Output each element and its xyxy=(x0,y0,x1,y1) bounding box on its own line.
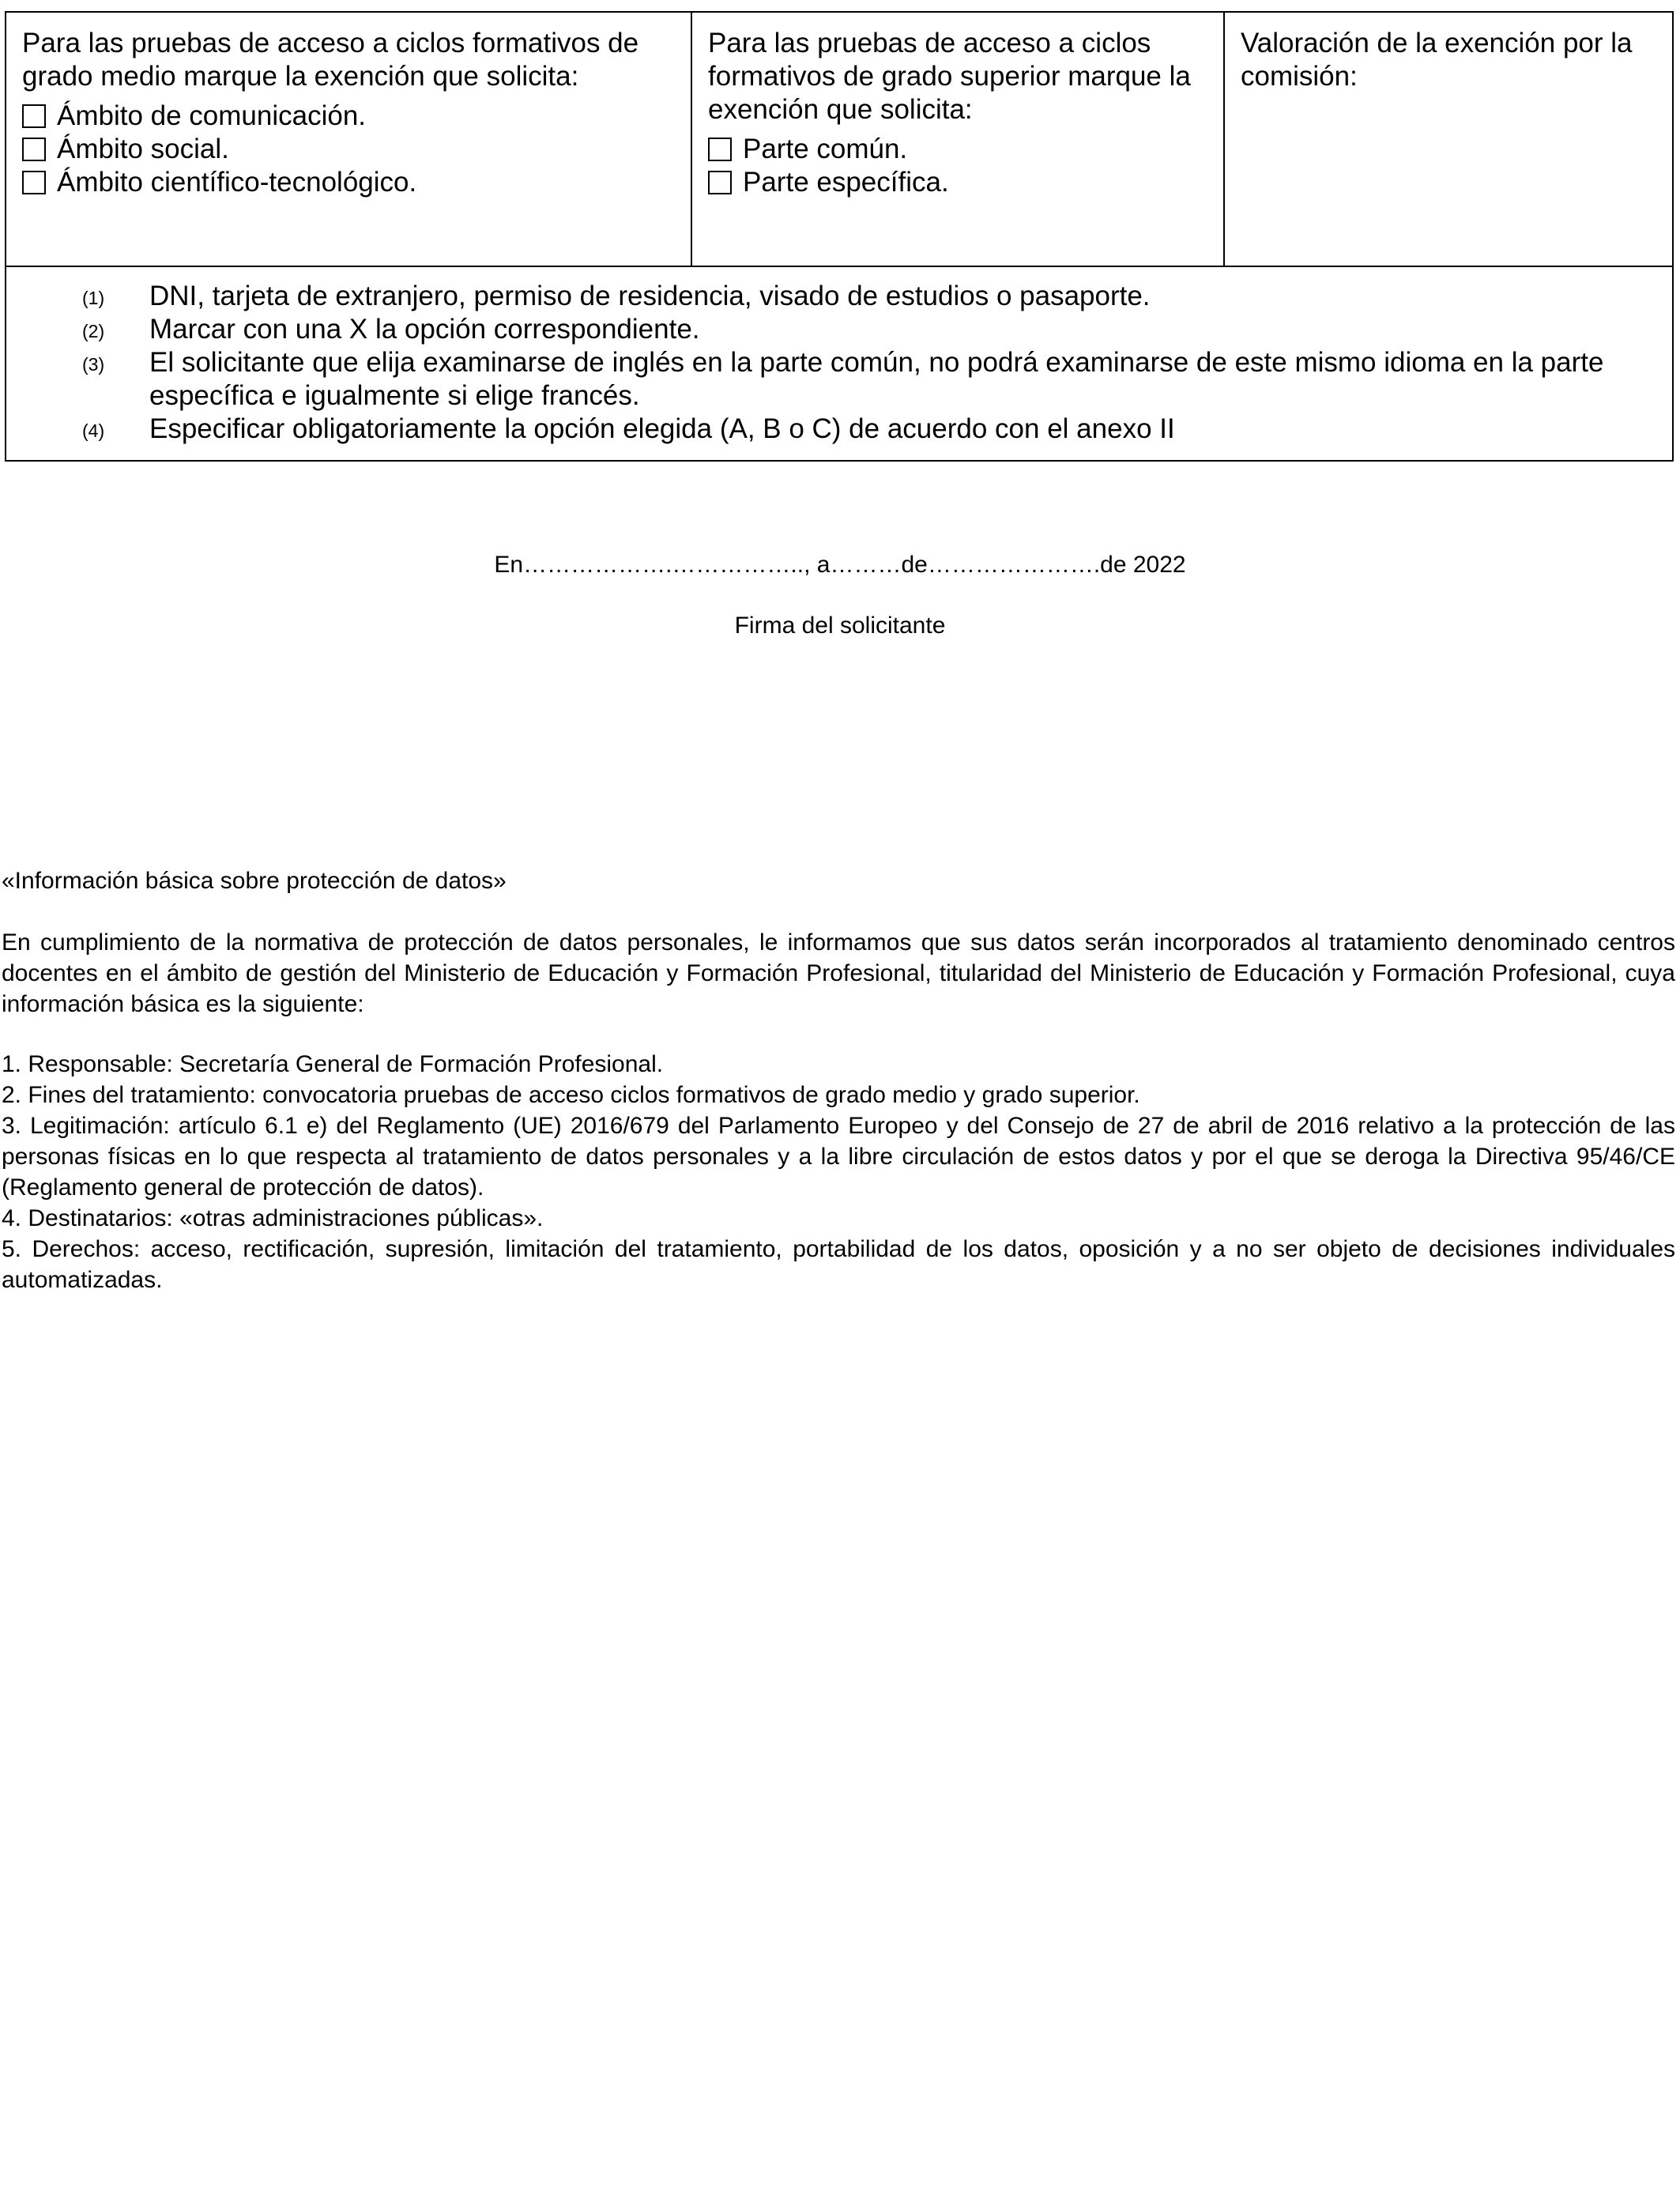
option-label: Ámbito social. xyxy=(57,134,229,164)
exemption-row xyxy=(6,13,1672,267)
exemption-table xyxy=(5,11,1674,462)
footnote-number: (3) xyxy=(82,354,105,375)
option-ambito-comunicacion[interactable] xyxy=(22,100,675,133)
grado-medio-options xyxy=(22,100,675,199)
footnote xyxy=(82,413,1656,446)
footnote xyxy=(82,346,1656,413)
footnotes xyxy=(6,267,1672,460)
grado-superior-options xyxy=(708,133,1207,199)
footnote-text: El solicitante que elija examinarse de inglés en la parte común, no podrá examinarse de este mismo idioma en la parte específica e igualmente si elige francés. xyxy=(149,347,1604,411)
footnote-text: Marcar con una X la opción correspondiente. xyxy=(149,314,700,345)
grado-superior-cell xyxy=(692,13,1225,266)
list-item: 3. Legitimación: artículo 6.1 e) del Reglamento (UE) 2016/679 del Parlamento Europeo y del Consejo de 27 de abril de 2016 relativo a la protección de las personas físicas en lo que respecta al tratamiento de datos personales y a la libre circulación de estos datos y por el que se deroga la Directiva 95/46/CE (Reglamento general de protección de datos). xyxy=(2,1113,1675,1201)
checkbox-parte-especifica[interactable] xyxy=(708,171,732,194)
footnote-number: (2) xyxy=(82,321,105,341)
grado-medio-cell xyxy=(6,13,692,266)
footnote-text: Especificar obligatoriamente la opción elegida (A, B o C) de acuerdo con el anexo II xyxy=(149,413,1175,444)
list-item: 2. Fines del tratamiento: convocatoria pruebas de acceso ciclos formativos de grado medio y grado superior. xyxy=(2,1082,1140,1108)
data-protection-title: «Información básica sobre protección de datos» xyxy=(2,868,507,894)
option-ambito-cientifico[interactable] xyxy=(22,166,675,199)
list-item: 1. Responsable: Secretaría General de Formación Profesional. xyxy=(2,1051,664,1077)
option-label: Parte específica. xyxy=(743,167,949,198)
checkbox-ambito-cientifico[interactable] xyxy=(22,171,46,194)
footnote-text: DNI, tarjeta de extranjero, permiso de residencia, visado de estudios o pasaporte. xyxy=(149,281,1151,311)
checkbox-ambito-social[interactable] xyxy=(22,138,46,161)
option-parte-comun[interactable] xyxy=(708,133,1207,166)
grado-medio-heading: Para las pruebas de acceso a ciclos formativos de grado medio marque la exención que solicita: xyxy=(22,28,639,92)
option-label: Ámbito de comunicación. xyxy=(57,100,367,131)
footnote-number: (4) xyxy=(82,420,105,441)
place-date-line[interactable]: En……………….…………….., a………de………………….de 2022 xyxy=(494,552,1186,578)
valoracion-cell[interactable] xyxy=(1225,13,1672,266)
grado-superior-heading: Para las pruebas de acceso a ciclos formativos de grado superior marque la exención que solicita: xyxy=(708,28,1191,125)
data-protection-intro: En cumplimiento de la normativa de protección de datos personales, le informamos que sus datos serán incorporados al tratamiento denominado centros docentes en el ámbito de gestión del Ministerio de Educación y Formación Profesional, titularidad del Ministerio de Educación y Formación Profesional, cuya información básica es la siguiente: xyxy=(2,929,1675,1017)
list-item: 5. Derechos: acceso, rectificación, supresión, limitación del tratamiento, portabilidad de los datos, oposición y a no ser objeto de decisiones individuales automatizadas. xyxy=(2,1236,1675,1293)
list-item: 4. Destinatarios: «otras administraciones públicas». xyxy=(2,1205,544,1231)
checkbox-parte-comun[interactable] xyxy=(708,138,732,161)
footnote-number: (1) xyxy=(82,288,105,308)
footnote xyxy=(82,313,1656,346)
option-label: Parte común. xyxy=(743,134,908,164)
checkbox-ambito-comunicacion[interactable] xyxy=(22,104,46,128)
signature-label: Firma del solicitante xyxy=(734,613,946,639)
data-protection-list xyxy=(2,1049,1675,1295)
valoracion-heading: Valoración de la exención por la comisión: xyxy=(1241,28,1633,92)
footnote xyxy=(82,280,1656,313)
option-ambito-social[interactable] xyxy=(22,133,675,166)
option-label: Ámbito científico-tecnológico. xyxy=(57,167,417,198)
option-parte-especifica[interactable] xyxy=(708,166,1207,199)
